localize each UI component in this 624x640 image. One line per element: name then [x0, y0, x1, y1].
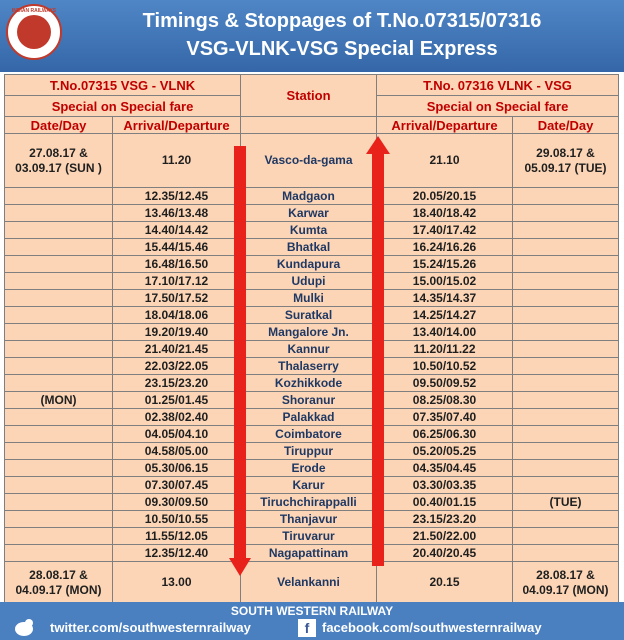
page-subtitle: VSG-VLNK-VSG Special Express [186, 38, 498, 60]
left-date: 28.08.17 & 04.09.17 (MON) [5, 562, 113, 604]
station-name: Erode [241, 460, 377, 477]
footer [0, 602, 624, 640]
right-time: 18.40/18.42 [377, 205, 513, 222]
station-name: Kannur [241, 341, 377, 358]
right-train-number: T.No. 07316 VLNK - VSG [377, 75, 619, 96]
left-time: 04.58/05.00 [113, 443, 241, 460]
page-title: Timings & Stoppages of T.No.07315/07316 [142, 10, 542, 32]
right-time: 14.35/14.37 [377, 290, 513, 307]
left-time: 16.48/16.50 [113, 256, 241, 273]
left-time: 22.03/22.05 [113, 358, 241, 375]
left-time: 12.35/12.40 [113, 545, 241, 562]
logo-text: INDIAN RAILWAYS [11, 8, 57, 14]
right-time: 08.25/08.30 [377, 392, 513, 409]
left-time: 01.25/01.45 [113, 392, 241, 409]
right-time: 20.40/20.45 [377, 545, 513, 562]
left-time: 09.30/09.50 [113, 494, 241, 511]
left-time: 23.15/23.20 [113, 375, 241, 392]
left-time: 11.55/12.05 [113, 528, 241, 545]
facebook-icon: f [298, 619, 316, 637]
col-arr-dep-right: Arrival/Departure [377, 117, 513, 134]
station-name: Nagapattinam [241, 545, 377, 562]
right-time: 05.20/05.25 [377, 443, 513, 460]
right-time: 11.20/11.22 [377, 341, 513, 358]
col-date-day: Date/Day [5, 117, 113, 134]
footer-title: SOUTH WESTERN RAILWAY [230, 604, 394, 618]
left-time: 12.35/12.45 [113, 188, 241, 205]
station-name: Kozhikkode [241, 375, 377, 392]
left-date: 27.08.17 & 03.09.17 (SUN ) [5, 134, 113, 188]
left-time: 04.05/04.10 [113, 426, 241, 443]
right-time: 17.40/17.42 [377, 222, 513, 239]
up-arrow-icon [366, 136, 390, 566]
left-time: 17.50/17.52 [113, 290, 241, 307]
right-time: 07.35/07.40 [377, 409, 513, 426]
right-time: 10.50/10.52 [377, 358, 513, 375]
right-time: 00.40/01.15 [377, 494, 513, 511]
station-name: Mulki [241, 290, 377, 307]
right-date: 29.08.17 & 05.09.17 (TUE) [513, 134, 619, 188]
right-time: 14.25/14.27 [377, 307, 513, 324]
right-time: 16.24/16.26 [377, 239, 513, 256]
right-time: 06.25/06.30 [377, 426, 513, 443]
station-name: Shoranur [241, 392, 377, 409]
station-name: Tiruchchirappalli [241, 494, 377, 511]
station-name: Vasco-da-gama [241, 134, 377, 188]
right-time: 21.50/22.00 [377, 528, 513, 545]
right-date: (TUE) [513, 494, 619, 511]
left-time: 05.30/06.15 [113, 460, 241, 477]
right-time: 03.30/03.35 [377, 477, 513, 494]
station-header: Station [241, 75, 377, 117]
station-name: Kumta [241, 222, 377, 239]
right-time: 20.15 [377, 562, 513, 604]
station-name: Karwar [241, 205, 377, 222]
station-name: Kundapura [241, 256, 377, 273]
station-name: Velankanni [241, 562, 377, 604]
left-time: 14.40/14.42 [113, 222, 241, 239]
right-time: 20.05/20.15 [377, 188, 513, 205]
station-name: Tiruvarur [241, 528, 377, 545]
twitter-bird-icon [12, 616, 36, 638]
station-name: Tiruppur [241, 443, 377, 460]
station-name: Karur [241, 477, 377, 494]
right-time: 15.00/15.02 [377, 273, 513, 290]
right-date: 28.08.17 & 04.09.17 (MON) [513, 562, 619, 604]
right-time: 04.35/04.45 [377, 460, 513, 477]
col-date-day-right: Date/Day [513, 117, 619, 134]
left-time: 17.10/17.12 [113, 273, 241, 290]
left-time: 07.30/07.45 [113, 477, 241, 494]
station-name: Thanjavur [241, 511, 377, 528]
right-fare-label: Special on Special fare [377, 96, 619, 117]
right-time: 09.50/09.52 [377, 375, 513, 392]
left-train-number: T.No.07315 VSG - VLNK [5, 75, 241, 96]
right-time: 15.24/15.26 [377, 256, 513, 273]
left-time: 18.04/18.06 [113, 307, 241, 324]
left-time: 13.00 [113, 562, 241, 604]
col-arr-dep: Arrival/Departure [113, 117, 241, 134]
left-time: 11.20 [113, 134, 241, 188]
left-time: 13.46/13.48 [113, 205, 241, 222]
station-name: Madgaon [241, 188, 377, 205]
station-name: Mangalore Jn. [241, 324, 377, 341]
station-name: Thalaserry [241, 358, 377, 375]
station-name: Palakkad [241, 409, 377, 426]
right-time: 23.15/23.20 [377, 511, 513, 528]
right-time: 21.10 [377, 134, 513, 188]
left-time: 21.40/21.45 [113, 341, 241, 358]
twitter-link[interactable]: twitter.com/southwesternrailway [50, 620, 251, 635]
left-date: (MON) [5, 392, 113, 409]
down-arrow-icon [229, 146, 251, 576]
left-time: 02.38/02.40 [113, 409, 241, 426]
left-fare-label: Special on Special fare [5, 96, 241, 117]
left-time: 10.50/10.55 [113, 511, 241, 528]
station-name: Bhatkal [241, 239, 377, 256]
left-time: 15.44/15.46 [113, 239, 241, 256]
left-time: 19.20/19.40 [113, 324, 241, 341]
station-name: Suratkal [241, 307, 377, 324]
station-name: Udupi [241, 273, 377, 290]
station-name: Coimbatore [241, 426, 377, 443]
right-time: 13.40/14.00 [377, 324, 513, 341]
facebook-link[interactable]: facebook.com/southwesternrailway [322, 620, 542, 635]
